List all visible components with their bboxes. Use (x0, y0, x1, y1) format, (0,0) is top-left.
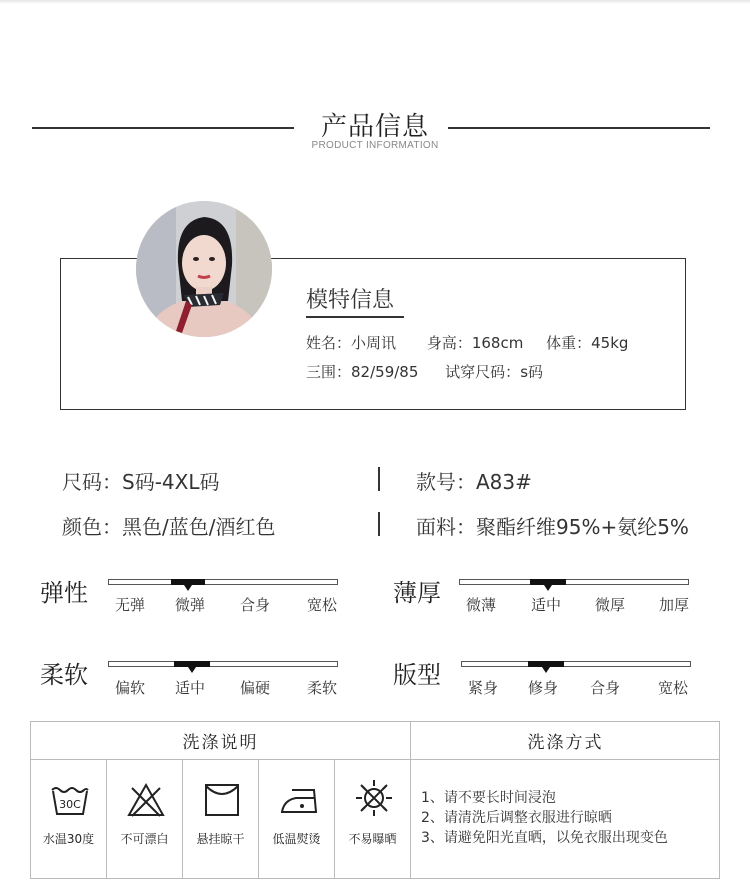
care-caption: 悬挂晾干 (196, 832, 245, 846)
height-label: 身高： (426, 334, 472, 352)
care-method-item: 2、请清洗后调整衣服进行晾晒 (421, 810, 612, 826)
scale-bar-fit (461, 661, 691, 667)
scale-option: 加厚 (658, 596, 690, 614)
top-edge (0, 0, 750, 4)
scale-option: 柔软 (306, 679, 338, 697)
no-tumble-dry-icon (354, 778, 394, 818)
care-methods-header: 洗涤方式 (411, 722, 720, 760)
scale-option: 宽松 (657, 679, 689, 697)
page-subtitle: PRODUCT INFORMATION (311, 140, 439, 151)
care-table (30, 721, 720, 879)
care-methods-list (421, 788, 668, 848)
name-label: 姓名： (306, 334, 352, 352)
style-no-label: 款号： (416, 470, 476, 494)
spec-divider-1 (378, 467, 380, 491)
scale-marker (544, 585, 552, 591)
care-method-item: 1、请不要长时间浸泡 (421, 790, 556, 806)
scale-label-softness: 柔软 (40, 661, 88, 689)
measurements-label: 三围： (306, 363, 352, 381)
care-caption: 低温熨烫 (272, 832, 321, 846)
color-label: 颜色： (62, 515, 122, 539)
size-value: S码-4XL码 (122, 470, 220, 494)
tried-size-label: 试穿尺码： (445, 363, 521, 381)
model-row-basic (306, 332, 628, 353)
weight-label: 体重： (546, 334, 592, 352)
scale-bar-elasticity (108, 579, 338, 585)
spec-fabric (416, 511, 689, 540)
scale-option: 微厚 (594, 596, 626, 614)
scale-option: 微薄 (465, 596, 497, 614)
color-value: 黑色/蓝色/酒红色 (122, 515, 276, 539)
header-line-right (448, 127, 710, 129)
scale-label-elasticity: 弹性 (40, 579, 88, 607)
scale-option: 合身 (239, 596, 271, 614)
fabric-label: 面料： (416, 515, 476, 539)
scale-bar-softness (108, 661, 338, 667)
care-method-item: 3、请避免阳光直晒，以免衣服出现变色 (421, 830, 668, 846)
care-cell-sun (335, 760, 411, 878)
model-measurements: 82/59/85 (351, 363, 419, 381)
model-avatar (136, 201, 272, 337)
scale-option: 适中 (174, 679, 206, 697)
scale-marker (188, 667, 196, 673)
hang-dry-icon (202, 782, 242, 818)
scale-option: 偏软 (114, 679, 146, 697)
scale-option: 偏硬 (239, 679, 271, 697)
model-height: 168cm (471, 334, 524, 352)
model-name: 小周讯 (351, 334, 397, 352)
care-cell-hang (183, 760, 259, 878)
scale-label-thickness: 薄厚 (393, 579, 441, 607)
model-info-title: 模特信息 (306, 288, 395, 313)
scale-bar-thickness (459, 579, 689, 585)
spec-divider-2 (378, 512, 380, 536)
wash-30-icon (50, 782, 90, 818)
scale-option: 宽松 (306, 596, 338, 614)
no-bleach-icon (126, 782, 166, 818)
scale-option: 修身 (527, 679, 559, 697)
scale-option: 紧身 (467, 679, 499, 697)
fabric-value: 聚酯纤维95%+氨纶5% (476, 515, 689, 539)
care-cell-wash (31, 760, 107, 878)
model-tried-size: s码 (520, 363, 544, 381)
scale-marker (184, 585, 192, 591)
scale-option: 微弹 (174, 596, 206, 614)
size-label: 尺码： (62, 470, 122, 494)
wash-temp-text: 30C (59, 798, 81, 811)
scale-option: 合身 (589, 679, 621, 697)
spec-size (62, 466, 219, 495)
scale-marker (542, 667, 550, 673)
scale-option: 适中 (530, 596, 562, 614)
header-line-left (32, 127, 294, 129)
page-title: 产品信息 (320, 112, 429, 142)
care-caption: 不可漂白 (120, 832, 169, 846)
low-iron-icon (278, 782, 322, 818)
model-row-measure (306, 361, 543, 382)
model-weight: 45kg (591, 334, 629, 352)
care-caption: 不易曝晒 (348, 832, 397, 846)
scale-label-fit: 版型 (393, 661, 441, 689)
care-caption: 水温30度 (42, 832, 95, 846)
model-title-underline (306, 316, 404, 318)
style-no-value: A83# (476, 470, 532, 494)
scale-option: 无弹 (114, 596, 146, 614)
care-cell-iron (259, 760, 335, 878)
spec-color (62, 511, 275, 540)
care-instructions-header: 洗涤说明 (31, 722, 411, 760)
spec-style-no (416, 466, 532, 495)
care-cell-bleach (107, 760, 183, 878)
